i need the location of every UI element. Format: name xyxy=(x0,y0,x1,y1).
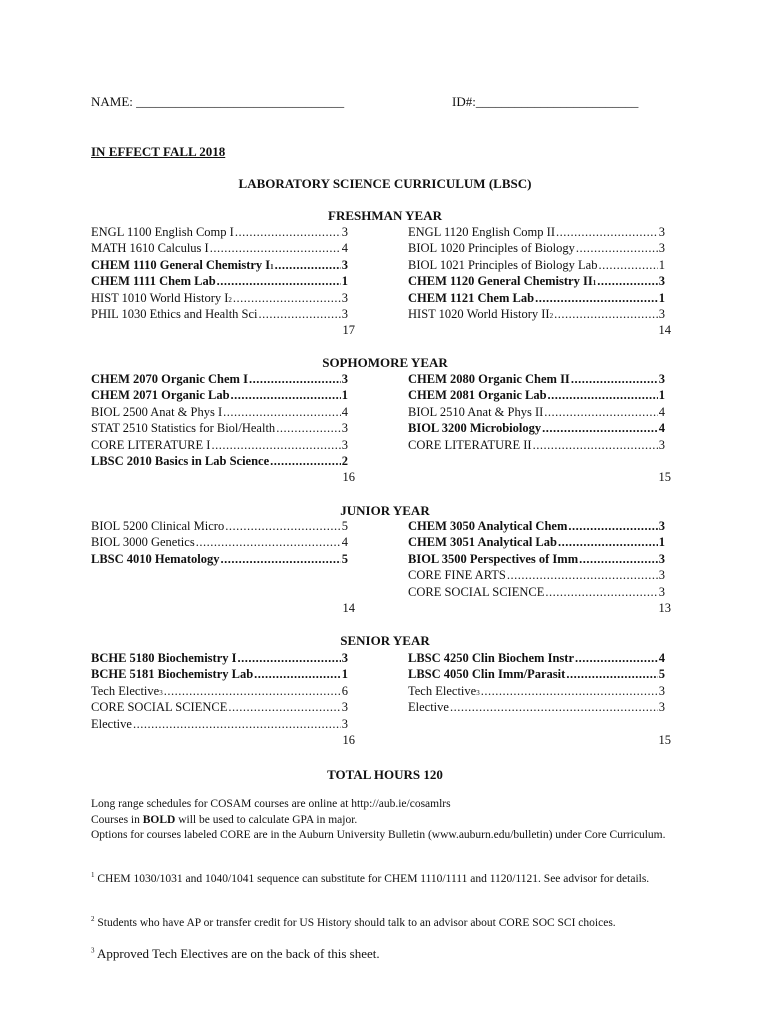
course-row xyxy=(408,290,665,306)
course-name: CHEM 3050 Analytical Chem xyxy=(408,519,568,533)
course-row xyxy=(408,420,665,436)
course-row xyxy=(91,518,348,534)
name-field-label: NAME: ________________________________ xyxy=(91,94,345,109)
leader-dots xyxy=(237,650,340,666)
leader-dots xyxy=(235,224,341,240)
course-credits: 3 xyxy=(658,241,665,256)
leader-dots xyxy=(598,257,657,273)
semester-total-fall: 14 xyxy=(342,601,355,615)
leader-dots xyxy=(576,240,658,256)
course-credits: 5 xyxy=(658,667,665,682)
year-heading: SOPHOMORE YEAR xyxy=(322,355,448,370)
course-credits: 1 xyxy=(658,290,665,305)
leader-dots xyxy=(554,306,658,322)
course-credits: 4 xyxy=(341,535,348,550)
course-name: HIST 1020 World History II xyxy=(408,306,550,321)
course-name: CORE FINE ARTS xyxy=(408,568,506,583)
course-row xyxy=(408,518,665,534)
course-credits: 3 xyxy=(658,700,665,715)
course-credits: 3 xyxy=(341,225,348,239)
leader-dots xyxy=(275,257,341,273)
leader-dots xyxy=(481,683,658,699)
course-row xyxy=(408,240,665,256)
course-row xyxy=(408,666,665,682)
course-row xyxy=(408,387,665,403)
course-credits: 3 xyxy=(658,519,665,533)
leader-dots xyxy=(533,437,658,453)
course-credits: 4 xyxy=(658,404,665,419)
course-name: LBSC 4050 Clin Imm/Parasit xyxy=(408,667,566,682)
notes-block xyxy=(91,797,681,844)
leader-dots xyxy=(270,453,341,469)
course-credits: 6 xyxy=(341,683,348,698)
note-bold-gpa: Courses in BOLD will be used to calculate GPA in major. xyxy=(91,813,358,826)
course-credits: 3 xyxy=(658,274,665,289)
course-credits: 1 xyxy=(341,274,348,289)
course-name: BCHE 5180 Biochemistry I xyxy=(91,651,237,665)
course-row xyxy=(408,650,665,666)
course-credits: 3 xyxy=(658,551,665,566)
footnote-2: $^2$ Students who have AP or transfer credit for US History should talk to an advisor about CORE SOC SCI choices. xyxy=(91,915,616,929)
course-name: LBSC 4010 Hematology xyxy=(91,551,220,566)
course-column-left xyxy=(91,650,348,732)
course-row xyxy=(91,453,348,469)
course-column-right xyxy=(408,518,665,600)
course-name: HIST 1010 World History I xyxy=(91,290,229,305)
course-name: MATH 1610 Calculus I xyxy=(91,241,209,256)
course-column-right xyxy=(408,224,665,322)
course-credits: 4 xyxy=(658,651,665,665)
course-credits: 3 xyxy=(658,225,665,239)
course-name: Tech Elective xyxy=(408,683,477,698)
course-row xyxy=(91,306,348,322)
course-credits: 1 xyxy=(341,667,348,682)
leader-dots xyxy=(276,420,341,436)
course-credits: 3 xyxy=(658,584,665,599)
course-row xyxy=(91,534,348,550)
course-credits: 5 xyxy=(341,551,348,566)
course-credits: 3 xyxy=(341,651,348,665)
leader-dots xyxy=(220,551,340,567)
leader-dots xyxy=(556,224,658,240)
leader-dots xyxy=(133,716,341,732)
course-name: BIOL 2500 Anat & Phys I xyxy=(91,404,223,419)
course-credits: 1 xyxy=(658,535,665,550)
course-row xyxy=(408,437,665,453)
leader-dots xyxy=(210,240,341,256)
course-name: BIOL 2510 Anat & Phys II xyxy=(408,404,544,419)
course-row xyxy=(91,240,348,256)
course-credits: 3 xyxy=(341,257,348,272)
leader-dots xyxy=(571,371,658,387)
course-credits: 3 xyxy=(341,290,348,305)
course-column-left xyxy=(91,371,348,469)
course-row xyxy=(408,534,665,550)
leader-dots xyxy=(249,371,341,387)
course-row: HIST 1010 World History I 2 ..... 3 xyxy=(91,290,348,306)
leader-dots xyxy=(507,567,658,583)
course-row: CHEM 1120 General Chemistry II 1 ..... 3 xyxy=(408,273,665,289)
course-row xyxy=(91,437,348,453)
course-column-left xyxy=(91,224,348,322)
course-credits: 1 xyxy=(658,388,665,403)
course-name: BIOL 5200 Clinical Micro xyxy=(91,519,225,533)
total-hours: TOTAL HOURS 120 xyxy=(327,767,443,782)
course-name: BIOL 3000 Genetics xyxy=(91,535,195,550)
course-credits: 3 xyxy=(341,700,348,715)
footnote-3: $^3$ Approved Tech Electives are on the back of this sheet. xyxy=(91,946,380,961)
course-row: Tech Elective 3 ..... 6 xyxy=(91,683,348,699)
semester-total-spring: 14 xyxy=(658,323,671,337)
course-credits: 1 xyxy=(341,388,348,403)
leader-dots xyxy=(223,404,341,420)
page-title: LABORATORY SCIENCE CURRICULUM (LBSC) xyxy=(238,176,532,191)
year-heading: JUNIOR YEAR xyxy=(340,503,430,518)
course-row xyxy=(91,371,348,387)
course-credits: 3 xyxy=(658,372,665,386)
leader-dots xyxy=(544,404,657,420)
course-credits: 3 xyxy=(658,306,665,321)
semester-total-spring: 15 xyxy=(658,470,671,484)
course-name: PHIL 1030 Ethics and Health Sci xyxy=(91,306,258,321)
semester-total-fall: 16 xyxy=(342,733,355,747)
course-credits: 4 xyxy=(658,421,665,436)
course-name: CHEM 2071 Organic Lab xyxy=(91,388,230,403)
course-credits: 2 xyxy=(341,453,348,468)
course-credits: 3 xyxy=(658,683,665,698)
course-name: BCHE 5181 Biochemistry Lab xyxy=(91,667,254,682)
course-row: Tech Elective 3 ..... 3 xyxy=(408,683,665,699)
course-row xyxy=(408,584,665,600)
course-row xyxy=(91,650,348,666)
course-name: CORE LITERATURE I xyxy=(91,437,211,452)
leader-dots xyxy=(545,584,657,600)
leader-dots xyxy=(566,666,657,682)
course-name: ENGL 1100 English Comp I xyxy=(91,225,234,239)
course-name: CHEM 2080 Organic Chem II xyxy=(408,372,570,386)
course-row: HIST 1020 World History II 2 ..... 3 xyxy=(408,306,665,322)
year-heading: FRESHMAN YEAR xyxy=(328,208,442,223)
semester-total-fall: 17 xyxy=(342,323,355,337)
leader-dots xyxy=(535,290,658,306)
leader-dots xyxy=(254,666,341,682)
course-name: LBSC 4250 Clin Biochem Instr xyxy=(408,651,574,665)
course-row xyxy=(408,551,665,567)
leader-dots xyxy=(217,273,341,289)
course-row xyxy=(408,257,665,273)
leader-dots xyxy=(228,699,340,715)
leader-dots xyxy=(575,650,658,666)
footnote-1: $^1$ CHEM 1030/1031 and 1040/1041 sequence can substitute for CHEM 1110/1111 and 1120/1121. See advisor for details. xyxy=(91,871,650,885)
course-credits: 3 xyxy=(658,568,665,583)
course-row xyxy=(91,404,348,420)
course-name: CORE SOCIAL SCIENCE xyxy=(91,700,228,715)
course-credits: 5 xyxy=(341,519,348,533)
course-column-right xyxy=(408,371,665,453)
course-name: STAT 2510 Statistics for Biol/Health xyxy=(91,421,276,436)
course-row xyxy=(408,224,665,240)
course-name: CHEM 2070 Organic Chem I xyxy=(91,372,248,386)
leader-dots xyxy=(233,290,341,306)
course-credits: 3 xyxy=(341,437,348,452)
course-name: CHEM 1120 General Chemistry II xyxy=(408,274,593,289)
course-row xyxy=(408,699,665,715)
leader-dots xyxy=(196,534,341,550)
course-credits: 4 xyxy=(341,404,348,419)
course-row: CHEM 1110 General Chemistry I 1 ..... 3 xyxy=(91,257,348,273)
course-name: BIOL 1021 Principles of Biology Lab xyxy=(408,257,598,272)
leader-dots xyxy=(568,518,657,534)
course-row xyxy=(91,699,348,715)
course-row xyxy=(91,224,348,240)
course-name: Tech Elective xyxy=(91,683,160,698)
leader-dots xyxy=(579,551,658,567)
course-name: Elective xyxy=(408,700,449,715)
course-row xyxy=(408,371,665,387)
course-name: CHEM 1121 Chem Lab xyxy=(408,290,535,305)
course-name: BIOL 3200 Microbiology xyxy=(408,421,542,436)
leader-dots xyxy=(597,273,658,289)
course-name: BIOL 3500 Perspectives of Imm xyxy=(408,551,579,566)
course-row xyxy=(408,567,665,583)
course-credits: 1 xyxy=(658,257,665,272)
course-name: LBSC 2010 Basics in Lab Science xyxy=(91,453,270,468)
course-credits: 3 xyxy=(341,716,348,731)
leader-dots xyxy=(548,387,658,403)
course-row xyxy=(91,273,348,289)
leader-dots xyxy=(259,306,341,322)
course-column-left xyxy=(91,518,348,567)
course-name: CHEM 2081 Organic Lab xyxy=(408,388,547,403)
course-credits: 3 xyxy=(341,306,348,321)
course-credits: 3 xyxy=(658,437,665,452)
course-name: CORE LITERATURE II xyxy=(408,437,532,452)
course-name: CHEM 1110 General Chemistry I xyxy=(91,257,271,272)
course-name: CHEM 3051 Analytical Lab xyxy=(408,535,557,550)
course-name: CHEM 1111 Chem Lab xyxy=(91,274,216,289)
leader-dots xyxy=(164,683,341,699)
course-name: CORE SOCIAL SCIENCE xyxy=(408,584,545,599)
course-credits: 3 xyxy=(341,421,348,436)
leader-dots xyxy=(211,437,340,453)
leader-dots xyxy=(231,387,341,403)
note-core: Options for courses labeled CORE are in the Auburn University Bulletin (www.auburn.edu/bulletin) under Core Curriculum. xyxy=(91,829,666,841)
course-name: BIOL 1020 Principles of Biology xyxy=(408,241,575,256)
leader-dots xyxy=(225,518,341,534)
id-field-label: ID#:_________________________ xyxy=(452,94,639,109)
semester-total-spring: 13 xyxy=(658,601,671,615)
semester-total-fall: 16 xyxy=(342,470,355,484)
leader-dots xyxy=(558,534,658,550)
course-row xyxy=(408,404,665,420)
leader-dots xyxy=(450,699,658,715)
course-credits: 3 xyxy=(341,372,348,386)
note-schedules: Long range schedules for COSAM courses are online at http://aub.ie/cosamlrs xyxy=(91,798,451,810)
course-row xyxy=(91,387,348,403)
year-heading: SENIOR YEAR xyxy=(340,633,430,648)
course-name: Elective xyxy=(91,716,132,731)
course-row xyxy=(91,716,348,732)
course-row xyxy=(91,420,348,436)
course-row xyxy=(91,666,348,682)
effective-date: IN EFFECT FALL 2018 xyxy=(91,144,226,159)
semester-total-spring: 15 xyxy=(658,733,671,747)
leader-dots xyxy=(542,420,658,436)
course-credits: 4 xyxy=(341,241,348,256)
course-name: ENGL 1120 English Comp II xyxy=(408,225,555,239)
course-column-right xyxy=(408,650,665,716)
course-row xyxy=(91,551,348,567)
